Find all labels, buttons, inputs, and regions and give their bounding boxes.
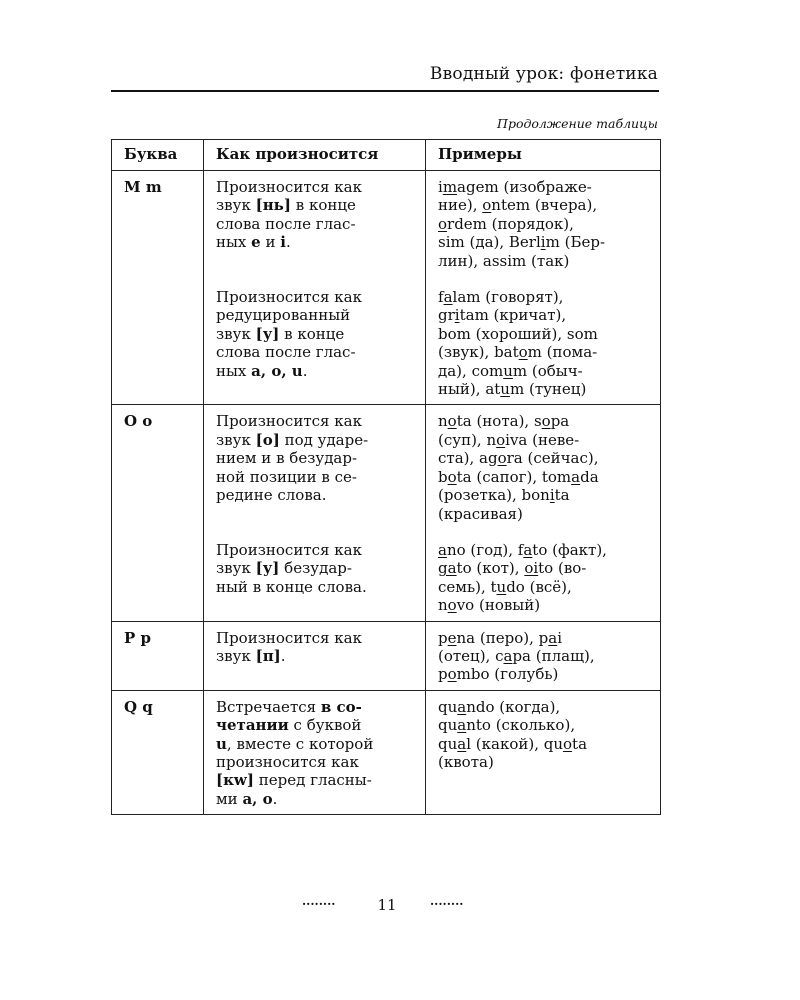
page-footer bbox=[0, 897, 800, 917]
text-segment: лин), assim (так) bbox=[438, 251, 570, 270]
rule-block bbox=[216, 288, 415, 398]
pronunciation-cell bbox=[204, 690, 426, 814]
text-segment: Произносится как bbox=[216, 628, 362, 647]
text-segment: ra (сейчас), bbox=[506, 449, 599, 468]
text-segment: с буквой bbox=[288, 716, 362, 735]
text-segment: bom (хороший), som bbox=[438, 324, 598, 343]
text-segment: m (пома- bbox=[527, 343, 598, 362]
text-segment: to (кот), bbox=[456, 559, 525, 578]
text-line bbox=[216, 735, 415, 753]
stressed-letter: a bbox=[457, 734, 467, 753]
text-line bbox=[216, 431, 415, 449]
text-line bbox=[216, 306, 415, 324]
stressed-letter: a bbox=[457, 716, 467, 735]
text-line bbox=[438, 215, 650, 233]
text-segment: m (обыч- bbox=[512, 361, 583, 380]
text-line bbox=[216, 486, 415, 504]
text-line bbox=[216, 362, 415, 380]
text-line bbox=[438, 449, 650, 467]
text-segment: произносится как bbox=[216, 752, 359, 771]
bold-segment: [п] bbox=[255, 646, 281, 665]
table-body bbox=[112, 171, 661, 815]
text-line bbox=[216, 343, 415, 361]
stressed-letter: a bbox=[438, 540, 447, 559]
letter-cell: O o bbox=[112, 405, 204, 621]
stressed-letter: o bbox=[482, 196, 492, 215]
letter-cell: Q q bbox=[112, 690, 204, 814]
text-segment: семь), t bbox=[438, 577, 497, 596]
text-segment: (квота) bbox=[438, 752, 494, 771]
text-segment: нием и в безудар- bbox=[216, 449, 358, 468]
text-segment: . bbox=[285, 233, 291, 252]
text-segment: l (какой), qu bbox=[466, 734, 564, 753]
text-segment: ndo (когда), bbox=[466, 697, 561, 716]
spacer-line bbox=[438, 790, 650, 808]
text-segment: (отец), c bbox=[438, 646, 504, 665]
text-segment: слова после глас- bbox=[216, 214, 356, 233]
text-line bbox=[438, 306, 650, 324]
text-segment: звук bbox=[216, 324, 256, 343]
stressed-letter: o bbox=[447, 467, 457, 486]
stressed-letter: m bbox=[442, 178, 458, 196]
phonetics-table bbox=[111, 139, 661, 815]
text-segment: редуцированный bbox=[216, 306, 351, 325]
text-line bbox=[216, 578, 415, 596]
block-gap bbox=[216, 523, 415, 541]
text-line bbox=[216, 629, 415, 647]
table-header-row bbox=[112, 140, 661, 171]
stressed-letter: o bbox=[447, 596, 457, 615]
bold-segment: e bbox=[251, 233, 261, 252]
text-segment: ta bbox=[554, 486, 570, 505]
spacer-line bbox=[438, 771, 650, 789]
letter-cell: M m bbox=[112, 171, 204, 405]
bold-segment: a, o, u bbox=[251, 361, 303, 380]
bold-segment: u bbox=[216, 734, 227, 753]
text-segment: ный в конце слова. bbox=[216, 577, 367, 596]
text-segment: ста), ag bbox=[438, 449, 498, 468]
text-line bbox=[216, 559, 415, 577]
table-row bbox=[112, 171, 661, 405]
text-segment: Произносится как bbox=[216, 412, 362, 431]
examples-block bbox=[438, 698, 650, 808]
block-gap bbox=[438, 270, 650, 288]
text-segment: ной позиции в се- bbox=[216, 467, 357, 486]
spacer-line bbox=[216, 380, 415, 398]
text-segment: звук bbox=[216, 430, 256, 449]
text-line bbox=[438, 252, 650, 270]
text-segment: to (во- bbox=[538, 559, 587, 578]
text-line bbox=[216, 468, 415, 486]
text-segment: ta bbox=[572, 734, 588, 753]
stressed-letter: o bbox=[496, 430, 506, 449]
stressed-letter: i bbox=[540, 233, 546, 252]
text-segment: (суп), n bbox=[438, 430, 497, 449]
text-segment: rdem (порядок), bbox=[447, 214, 574, 233]
text-segment: m (Бер- bbox=[545, 233, 606, 252]
text-segment: (звук), bat bbox=[438, 343, 519, 362]
text-segment: под ударе- bbox=[279, 430, 369, 449]
examples-cell bbox=[426, 405, 661, 621]
text-segment: lam (говорят), bbox=[452, 288, 564, 307]
text-segment: да), com bbox=[438, 361, 504, 380]
rule-block bbox=[216, 698, 415, 808]
text-line bbox=[438, 431, 650, 449]
text-segment: ных bbox=[216, 361, 252, 380]
text-segment: ных bbox=[216, 233, 252, 252]
text-line bbox=[216, 288, 415, 306]
text-line bbox=[216, 233, 415, 251]
continuation-note: Продолжение таблицы bbox=[497, 116, 658, 131]
text-line bbox=[216, 771, 415, 789]
stressed-letter: o bbox=[541, 412, 551, 431]
text-line bbox=[438, 325, 650, 343]
pronunciation-cell bbox=[204, 621, 426, 690]
text-line bbox=[438, 735, 650, 753]
examples-block bbox=[438, 178, 650, 270]
text-segment: agem (изображе- bbox=[457, 178, 592, 196]
table-row bbox=[112, 405, 661, 621]
text-segment: iva (неве- bbox=[505, 430, 580, 449]
text-segment: . bbox=[280, 646, 286, 665]
stressed-letter: o bbox=[447, 412, 457, 431]
bold-segment: [у] bbox=[255, 324, 280, 343]
stressed-letter: a bbox=[571, 467, 581, 486]
text-line bbox=[438, 753, 650, 771]
text-line bbox=[438, 486, 650, 504]
running-head: Вводный урок: фонетика bbox=[429, 64, 658, 84]
spacer-line bbox=[216, 665, 415, 683]
rule-block bbox=[216, 178, 415, 270]
text-segment: . bbox=[302, 361, 308, 380]
text-line bbox=[438, 178, 650, 196]
text-line bbox=[216, 412, 415, 430]
text-line bbox=[438, 559, 650, 577]
stressed-letter: a bbox=[457, 697, 467, 716]
text-segment: звук bbox=[216, 559, 256, 578]
text-segment: . bbox=[272, 789, 278, 808]
spacer-line bbox=[216, 596, 415, 614]
stressed-letter: a bbox=[548, 628, 558, 647]
stressed-letter: i bbox=[454, 306, 460, 325]
block-gap bbox=[216, 270, 415, 288]
text-segment: do (всё), bbox=[506, 577, 572, 596]
text-line bbox=[216, 541, 415, 559]
text-segment: звук bbox=[216, 196, 256, 215]
text-segment: sim (да), Berl bbox=[438, 233, 541, 252]
text-segment: na (перо), p bbox=[456, 628, 549, 647]
text-line bbox=[438, 596, 650, 614]
text-segment: Произносится как bbox=[216, 540, 362, 559]
text-segment: gr bbox=[438, 306, 455, 325]
text-segment: слова после глас- bbox=[216, 343, 356, 362]
text-line bbox=[438, 196, 650, 214]
spacer-line bbox=[216, 505, 415, 523]
text-segment: b bbox=[438, 467, 448, 486]
examples-cell bbox=[426, 171, 661, 405]
table-row bbox=[112, 690, 661, 814]
text-line bbox=[216, 698, 415, 716]
text-segment: редине слова. bbox=[216, 486, 327, 505]
text-line bbox=[438, 412, 650, 430]
text-segment: безудар- bbox=[279, 559, 352, 578]
text-segment: qu bbox=[438, 734, 458, 753]
bold-segment: [о] bbox=[255, 430, 280, 449]
text-segment: , вместе с которой bbox=[226, 734, 374, 753]
text-line bbox=[438, 362, 650, 380]
text-line bbox=[216, 196, 415, 214]
text-segment: to (факт), bbox=[532, 540, 607, 559]
text-segment: ta (сапог), tom bbox=[456, 467, 572, 486]
text-line bbox=[438, 343, 650, 361]
text-segment: no (год), f bbox=[446, 540, 524, 559]
text-segment: qu bbox=[438, 716, 458, 735]
header-examples: Примеры bbox=[426, 140, 661, 171]
stressed-letter: o bbox=[518, 343, 528, 362]
stressed-letter: e bbox=[447, 628, 457, 647]
text-line bbox=[216, 753, 415, 771]
rule-block bbox=[216, 541, 415, 615]
text-line bbox=[216, 790, 415, 808]
text-segment: (розетка), bon bbox=[438, 486, 550, 505]
stressed-letter: a bbox=[443, 288, 453, 307]
text-segment: ntem (вчера), bbox=[491, 196, 598, 215]
text-segment: и bbox=[260, 233, 281, 252]
text-line bbox=[438, 233, 650, 251]
bold-segment: четании bbox=[216, 716, 289, 735]
text-segment: в конце bbox=[279, 324, 345, 343]
header-rule bbox=[111, 90, 659, 92]
examples-block bbox=[438, 629, 650, 684]
stressed-letter: u bbox=[503, 361, 513, 380]
examples-block bbox=[438, 412, 650, 522]
text-segment: перед гласны- bbox=[253, 771, 372, 790]
text-segment: da bbox=[580, 467, 599, 486]
text-segment: p bbox=[438, 665, 448, 684]
text-line bbox=[438, 468, 650, 486]
rule-block bbox=[216, 629, 415, 684]
bold-segment: i bbox=[280, 233, 286, 252]
stressed-letter: o bbox=[447, 665, 457, 684]
examples-block bbox=[438, 541, 650, 615]
footer-ornament-right: ········ bbox=[430, 897, 464, 911]
text-segment: tam (кричат), bbox=[459, 306, 567, 325]
text-segment: Встречается bbox=[216, 697, 321, 716]
text-segment: m (тунец) bbox=[509, 380, 587, 399]
text-segment: звук bbox=[216, 646, 256, 665]
stressed-letter: a bbox=[523, 540, 533, 559]
text-segment: pa (плащ), bbox=[512, 646, 595, 665]
text-segment: f bbox=[438, 288, 444, 307]
text-segment: nto (сколько), bbox=[466, 716, 576, 735]
text-segment: i bbox=[557, 628, 562, 647]
pronunciation-cell bbox=[204, 405, 426, 621]
text-line bbox=[438, 505, 650, 523]
stressed-letter: i bbox=[549, 486, 555, 505]
stressed-letter: o bbox=[438, 214, 448, 233]
text-segment: в конце bbox=[290, 196, 356, 215]
text-line bbox=[216, 178, 415, 196]
stressed-letter: a bbox=[503, 646, 513, 665]
stressed-letter: o bbox=[497, 449, 507, 468]
header-letter: Буква bbox=[112, 140, 204, 171]
text-line bbox=[438, 541, 650, 559]
text-line bbox=[216, 325, 415, 343]
text-segment: i bbox=[438, 178, 443, 196]
text-segment: n bbox=[438, 412, 448, 431]
bold-segment: в со- bbox=[320, 697, 362, 716]
text-line bbox=[216, 716, 415, 734]
text-segment: pa bbox=[550, 412, 570, 431]
block-gap bbox=[438, 523, 650, 541]
bold-segment: [кw] bbox=[216, 771, 254, 790]
text-line bbox=[216, 647, 415, 665]
text-segment: ный), at bbox=[438, 380, 501, 399]
stressed-letter: ga bbox=[438, 559, 457, 578]
text-segment: n bbox=[438, 596, 448, 615]
page-number: 11 bbox=[377, 896, 397, 914]
text-line bbox=[438, 698, 650, 716]
bold-segment: [нь] bbox=[255, 196, 291, 215]
stressed-letter: o bbox=[563, 734, 573, 753]
header-pronunciation: Как произносится bbox=[204, 140, 426, 171]
stressed-letter: u bbox=[500, 380, 510, 399]
table-row bbox=[112, 621, 661, 690]
text-segment: (красивая) bbox=[438, 504, 523, 523]
footer-ornament-left: ········ bbox=[302, 897, 336, 911]
examples-cell bbox=[426, 621, 661, 690]
letter-cell: P p bbox=[112, 621, 204, 690]
text-line bbox=[438, 665, 650, 683]
text-line bbox=[438, 716, 650, 734]
text-line bbox=[438, 288, 650, 306]
text-segment: mbo (голубь) bbox=[456, 665, 559, 684]
bold-segment: [у] bbox=[255, 559, 280, 578]
text-line bbox=[438, 629, 650, 647]
text-line bbox=[216, 449, 415, 467]
text-line bbox=[216, 215, 415, 233]
examples-block bbox=[438, 288, 650, 398]
pronunciation-cell bbox=[204, 171, 426, 405]
stressed-letter: u bbox=[496, 577, 507, 596]
text-line bbox=[438, 647, 650, 665]
rule-block bbox=[216, 412, 415, 522]
text-segment: qu bbox=[438, 697, 458, 716]
text-segment: Произносится как bbox=[216, 288, 362, 307]
text-segment: vo (новый) bbox=[456, 596, 541, 615]
bold-segment: a, o bbox=[242, 789, 273, 808]
stressed-letter: oi bbox=[524, 559, 539, 578]
examples-cell bbox=[426, 690, 661, 814]
text-segment: ta (нота), s bbox=[456, 412, 542, 431]
text-segment: ми bbox=[216, 789, 243, 808]
text-segment: p bbox=[438, 628, 448, 647]
spacer-line bbox=[216, 252, 415, 270]
text-line bbox=[438, 380, 650, 398]
text-segment: ние), bbox=[438, 196, 483, 215]
text-segment: Произносится как bbox=[216, 178, 362, 196]
text-line bbox=[438, 578, 650, 596]
